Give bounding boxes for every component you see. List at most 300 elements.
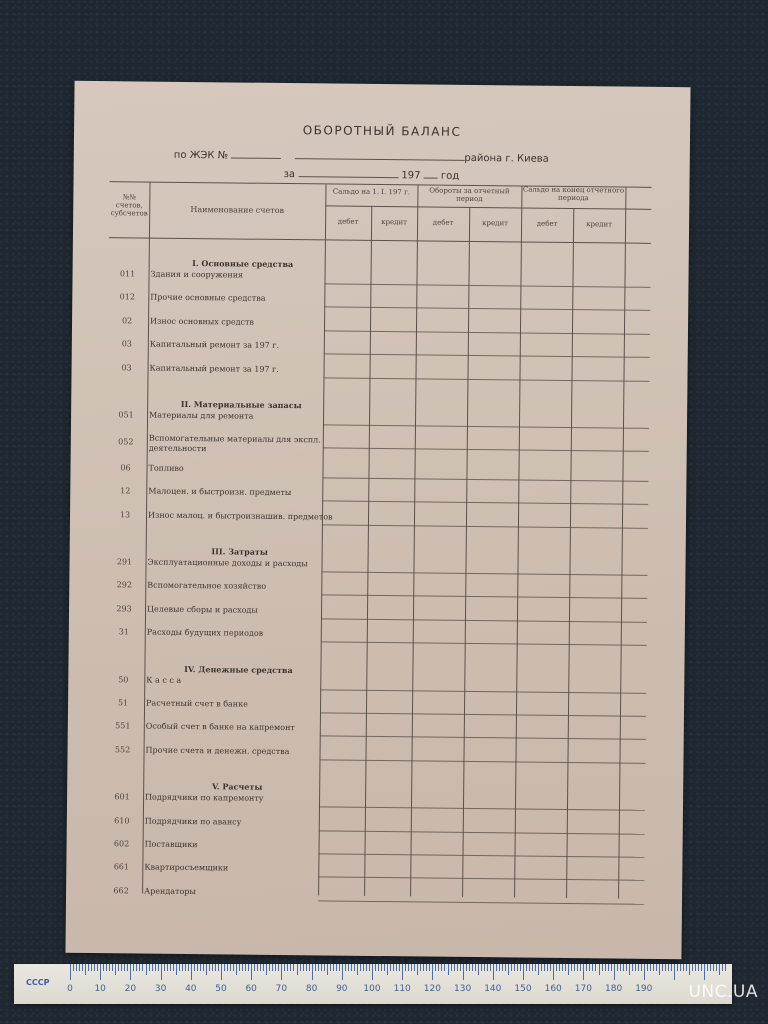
ruler-tick	[293, 964, 294, 971]
ruler-tick	[321, 964, 322, 971]
ruler-tick	[589, 964, 590, 971]
ruler-tick	[233, 964, 234, 971]
ruler-tick	[94, 964, 95, 971]
ruler-tick	[239, 964, 240, 971]
ruler-tick	[574, 964, 575, 971]
account-code: 50	[118, 674, 129, 684]
ruler-tick	[209, 964, 210, 971]
ruler-tick	[586, 964, 587, 971]
ruler-tick	[384, 964, 385, 971]
ruler-tick	[583, 964, 584, 980]
period-year: 197	[401, 170, 421, 182]
ruler-tick	[526, 964, 527, 971]
ruler-tick	[312, 964, 313, 980]
account-name: Здания и сооружения	[150, 269, 244, 280]
ruler-tick	[508, 964, 509, 975]
ruler-tick	[333, 964, 334, 971]
ruler-tick	[70, 964, 71, 980]
ruler-tick	[499, 964, 500, 971]
ruler-tick	[161, 964, 162, 980]
ruler-tick	[547, 964, 548, 971]
ruler-tick	[215, 964, 216, 971]
ruler-tick	[529, 964, 530, 971]
ruler-tick	[76, 964, 77, 971]
ruler-tick	[520, 964, 521, 971]
ruler-tick	[97, 964, 98, 971]
amount-column-divider	[410, 184, 418, 896]
account-name: Расчетный счет в банке	[146, 698, 248, 709]
ruler-tick	[466, 964, 467, 971]
ruler-tick	[112, 964, 113, 971]
ruler-tick	[254, 964, 255, 971]
ruler-label: 40	[185, 984, 197, 994]
account-name: К а с с а	[146, 675, 182, 685]
ruler-tick	[297, 964, 298, 975]
ruler-tick	[632, 964, 633, 971]
ruler-tick	[366, 964, 367, 971]
period-suffix: год	[440, 170, 460, 182]
account-code: 661	[113, 862, 130, 872]
row-rule	[323, 448, 649, 452]
amount-column-divider	[462, 207, 470, 897]
account-name: Капитальный ремонт за 197 г.	[149, 339, 280, 351]
ruler-tick	[103, 964, 104, 971]
ruler-tick	[173, 964, 174, 971]
ruler-tick	[224, 964, 225, 971]
ruler-tick	[725, 964, 726, 971]
ruler-tick	[463, 964, 464, 980]
ruler-tick	[185, 964, 186, 971]
ruler-tick	[351, 964, 352, 971]
ruler-tick	[197, 964, 198, 971]
ruler-tick	[441, 964, 442, 971]
account-code: 06	[120, 463, 131, 473]
ruler-tick	[665, 964, 666, 971]
ruler-tick	[614, 964, 615, 980]
amount-column-divider	[566, 208, 574, 898]
ruler-tick	[568, 964, 569, 975]
ruler-tick	[426, 964, 427, 971]
ruler-tick	[460, 964, 461, 971]
row-rule	[320, 689, 646, 693]
header-name: Наименование счетов	[190, 205, 285, 215]
ruler-tick	[263, 964, 264, 971]
ruler-tick	[309, 964, 310, 971]
period-prefix: за	[283, 168, 296, 181]
ruler-tick	[393, 964, 394, 971]
ruler-tick	[79, 964, 80, 971]
ruler-tick	[668, 964, 669, 971]
account-name: Поставщики	[144, 839, 198, 850]
ruler-tick	[722, 964, 723, 971]
ruler-tick	[659, 964, 660, 975]
account-name: Износ малоц. и быстроизнашив. предметов	[147, 510, 333, 522]
balance-sheet-form	[65, 81, 690, 959]
ruler-tick	[662, 964, 663, 971]
ruler-tick	[457, 964, 458, 971]
row-rule	[319, 830, 645, 834]
ruler-tick	[378, 964, 379, 971]
row-rule	[319, 807, 645, 811]
ruler-tick	[647, 964, 648, 971]
ruler-tick	[571, 964, 572, 971]
jek-number-blank	[231, 148, 281, 159]
account-code: 601	[114, 792, 130, 802]
row-rule	[321, 642, 647, 646]
ruler-tick	[245, 964, 246, 971]
ruler-tick	[454, 964, 455, 971]
section-title: I. Основные средства	[192, 258, 294, 270]
account-name: Малоцен. и быстроизн. предметы	[148, 486, 292, 498]
ruler-tick	[502, 964, 503, 971]
account-name: Износ основных средств	[150, 316, 255, 327]
ruler-tick	[514, 964, 515, 971]
account-name: Топливо	[148, 463, 184, 473]
ruler-tick	[73, 964, 74, 971]
account-code: 610	[114, 815, 130, 826]
jek-prefix: по ЖЭК №	[173, 149, 229, 162]
ruler-tick	[544, 964, 545, 971]
ruler-tick	[133, 964, 134, 971]
ruler-tick	[387, 964, 388, 975]
header-credit: кредит	[482, 219, 509, 228]
ruler-tick	[149, 964, 150, 971]
ruler-tick	[496, 964, 497, 971]
ruler-label: 10	[94, 984, 106, 994]
ruler-tick	[345, 964, 346, 971]
ruler-tick	[179, 964, 180, 971]
account-code: 291	[116, 557, 133, 567]
header-code: №№ счетов, субсчетов	[110, 193, 148, 218]
row-rule	[323, 377, 649, 381]
ruler-tick	[707, 964, 708, 971]
ruler-tick	[562, 964, 563, 971]
ruler-tick	[541, 964, 542, 971]
ruler-tick	[710, 964, 711, 971]
section-title: II. Материальные запасы	[180, 398, 302, 411]
ruler-tick	[146, 964, 147, 975]
ruler-tick	[438, 964, 439, 971]
account-code: 012	[119, 292, 136, 302]
ruler-label: 110	[393, 984, 411, 994]
account-name: Целевые сборы и расходы	[147, 604, 258, 615]
ruler-tick	[402, 964, 403, 980]
ruler-tick	[251, 964, 252, 980]
account-name: Эксплуатационные доходы и расходы	[147, 557, 308, 569]
ruler-tick	[719, 964, 720, 975]
ruler-tick	[713, 964, 714, 971]
ruler-label: 180	[605, 984, 623, 994]
account-name: Подрядчики по авансу	[144, 816, 242, 827]
form-subtitle-line2	[284, 167, 460, 182]
header-debit: дебет	[432, 218, 454, 227]
ruler-tick	[490, 964, 491, 971]
row-rule	[320, 712, 646, 716]
ruler-tick	[127, 964, 128, 971]
ruler-tick	[432, 964, 433, 980]
row-rule	[324, 307, 650, 311]
ruler-tick	[487, 964, 488, 971]
ruler-tick	[236, 964, 237, 975]
ruler-tick	[435, 964, 436, 971]
row-rule	[324, 330, 650, 334]
ruler-tick	[142, 964, 143, 971]
ruler-label: 80	[305, 984, 318, 994]
ruler-tick	[695, 964, 696, 971]
row-rule	[319, 759, 645, 763]
ruler-tick	[523, 964, 524, 980]
subheader-rule	[325, 205, 651, 209]
ruler-tick	[532, 964, 533, 971]
ruler-tick	[357, 964, 358, 975]
ruler-tick	[88, 964, 89, 971]
ruler-tick	[130, 964, 131, 980]
ruler-tick	[559, 964, 560, 971]
ruler-tick	[698, 964, 699, 971]
ruler-label: 50	[215, 984, 227, 994]
account-name: Квартиросъемщики	[144, 862, 229, 873]
ruler-tick	[82, 964, 83, 971]
ruler-tick	[342, 964, 343, 980]
ruler-tick	[484, 964, 485, 971]
ruler-tick	[617, 964, 618, 971]
year-blank	[424, 168, 438, 178]
ruler-tick	[448, 964, 449, 975]
ruler-tick	[478, 964, 479, 975]
ruler-tick	[348, 964, 349, 971]
ruler-label: 90	[336, 984, 348, 994]
ruler-tick	[671, 964, 672, 971]
account-name: Прочие счета и денежн. средства	[145, 745, 290, 756]
ruler-tick	[381, 964, 382, 971]
account-code: 02	[121, 316, 133, 326]
ruler-tick	[200, 964, 201, 971]
ruler-tick	[327, 964, 328, 975]
ruler-tick	[556, 964, 557, 971]
ruler-tick	[363, 964, 364, 971]
account-name: Капитальный ремонт за 197 г.	[149, 363, 279, 374]
ruler-tick	[638, 964, 639, 971]
ruler-tick	[629, 964, 630, 975]
account-name: Вспомогательные материалы для экспл. деятельности	[148, 433, 321, 454]
ruler-tick	[399, 964, 400, 971]
ruler-label: 150	[514, 984, 532, 994]
row-rule	[321, 595, 647, 599]
ruler-tick	[136, 964, 137, 971]
ruler-tick	[372, 964, 373, 980]
ruler-tick	[139, 964, 140, 971]
ruler-tick	[680, 964, 681, 971]
ruler-label: 30	[154, 984, 167, 994]
ruler-tick	[170, 964, 171, 971]
account-code: 552	[114, 745, 131, 755]
ruler-tick	[656, 964, 657, 971]
row-rule	[321, 571, 647, 575]
form-title: ОБОРОТНЫЙ БАЛАНС	[302, 123, 462, 139]
ruler-tick	[227, 964, 228, 971]
ruler-tick	[339, 964, 340, 971]
ruler-tick	[152, 964, 153, 971]
ruler-tick	[182, 964, 183, 971]
ruler-tick	[106, 964, 107, 971]
ruler-tick	[550, 964, 551, 971]
header-closing-balance: Сальдо на конец отчетного периода	[522, 185, 625, 203]
account-code: 12	[120, 486, 131, 496]
ruler-tick	[278, 964, 279, 971]
ruler-tick	[315, 964, 316, 971]
ruler-tick	[653, 964, 654, 971]
ruler-tick	[677, 964, 678, 971]
amount-column-divider	[514, 185, 522, 897]
account-code: 051	[118, 410, 134, 420]
ruler-label: 140	[484, 984, 502, 994]
ruler-tick	[686, 964, 687, 971]
ruler-tick	[472, 964, 473, 971]
account-name: Вспомогательное хозяйство	[147, 580, 267, 592]
ruler-tick	[517, 964, 518, 971]
ruler-tick	[602, 964, 603, 971]
ruler-tick	[595, 964, 596, 971]
ruler-tick	[538, 964, 539, 975]
row-rule	[318, 877, 644, 881]
ruler-tick	[444, 964, 445, 971]
ruler-tick	[429, 964, 430, 971]
ruler-tick	[324, 964, 325, 971]
ruler-tick	[420, 964, 421, 971]
amount-column-divider	[618, 187, 626, 899]
account-code: 03	[121, 362, 132, 373]
account-code: 292	[116, 580, 132, 590]
ruler-tick	[716, 964, 717, 971]
ruler-tick	[535, 964, 536, 971]
watermark-logo: UNC.UA	[688, 982, 758, 1002]
ruler-tick	[611, 964, 612, 971]
ruler-label: 100	[363, 984, 381, 994]
ruler-tick	[176, 964, 177, 975]
section-title: V. Расчеты	[211, 781, 263, 792]
ruler-tick	[318, 964, 319, 971]
ruler-tick	[306, 964, 307, 971]
ruler-tick	[650, 964, 651, 971]
ruler-tick	[375, 964, 376, 971]
ruler-tick	[212, 964, 213, 971]
ruler-tick	[167, 964, 168, 971]
ruler-tick	[644, 964, 645, 980]
account-name: Прочие основные средства	[150, 292, 266, 304]
ruler-tick	[266, 964, 267, 975]
ruler-tick	[118, 964, 119, 971]
ruler-tick	[360, 964, 361, 971]
header-debit: дебет	[337, 217, 359, 226]
section-title: III. Затраты	[211, 546, 268, 557]
ruler-label: 120	[423, 984, 441, 994]
ruler-tick	[336, 964, 337, 971]
ruler-tick	[287, 964, 288, 971]
header-debit: дебет	[536, 219, 558, 228]
ruler-brand: СССР	[26, 978, 50, 987]
ruler-tick	[475, 964, 476, 971]
ruler-tick	[221, 964, 222, 980]
ruler-tick	[577, 964, 578, 971]
row-rule	[321, 618, 647, 622]
ruler-tick	[635, 964, 636, 971]
ruler-tick	[469, 964, 470, 971]
row-rule	[318, 853, 644, 857]
ruler-tick	[203, 964, 204, 971]
ruler-tick	[683, 964, 684, 971]
account-name: Подрядчики по капремонту	[145, 792, 264, 804]
ruler-tick	[580, 964, 581, 971]
account-code: 31	[118, 627, 129, 637]
ruler-tick	[284, 964, 285, 971]
row-rule	[322, 477, 648, 481]
ruler-tick	[689, 964, 690, 975]
account-code: 011	[119, 269, 136, 279]
ruler-label: 170	[574, 984, 592, 994]
ruler-tick	[164, 964, 165, 971]
ruler-tick	[269, 964, 270, 971]
ruler-tick	[692, 964, 693, 971]
ruler-tick	[248, 964, 249, 971]
ruler-tick	[260, 964, 261, 971]
ruler-tick	[354, 964, 355, 971]
district-blank	[294, 149, 464, 161]
row-rule	[324, 283, 650, 287]
ruler-tick	[674, 964, 675, 980]
header-opening-balance: Сальдо на 1. I. 197 г.	[332, 187, 411, 197]
ruler-tick	[257, 964, 258, 971]
ruler-tick	[592, 964, 593, 971]
ruler-tick	[369, 964, 370, 971]
ruler-tick	[272, 964, 273, 971]
ruler-tick	[553, 964, 554, 980]
ruler-tick	[405, 964, 406, 971]
ruler-tick	[481, 964, 482, 971]
ruler-tick	[290, 964, 291, 971]
ruler-tick	[701, 964, 702, 971]
district-suffix: района г. Киева	[464, 152, 549, 165]
ruler-tick	[242, 964, 243, 971]
ruler-tick	[155, 964, 156, 971]
account-code: 13	[119, 509, 131, 519]
ruler-tick	[100, 964, 101, 980]
ruler-tick	[275, 964, 276, 971]
row-rule	[320, 736, 646, 740]
ruler-tick	[417, 964, 418, 975]
ruler-tick	[626, 964, 627, 971]
ruler-tick	[115, 964, 116, 975]
ruler-tick	[493, 964, 494, 980]
ruler-tick	[605, 964, 606, 971]
ruler-tick	[85, 964, 86, 975]
ruler-tick	[623, 964, 624, 971]
ruler-tick	[330, 964, 331, 971]
row-rule	[324, 354, 650, 358]
ruler-tick	[408, 964, 409, 971]
ruler-tick	[505, 964, 506, 971]
ruler-tick	[414, 964, 415, 971]
ruler-tick	[230, 964, 231, 971]
ruler-tick	[206, 964, 207, 975]
account-name: Материалы для ремонта	[149, 410, 254, 421]
period-blank	[298, 167, 398, 178]
header-turnover: Обороты за отчетный период	[429, 186, 510, 204]
ruler-tick	[109, 964, 110, 971]
ruler-tick	[300, 964, 301, 971]
header-credit: кредит	[381, 218, 408, 227]
row-rule	[323, 424, 649, 428]
row-rule	[318, 900, 644, 904]
